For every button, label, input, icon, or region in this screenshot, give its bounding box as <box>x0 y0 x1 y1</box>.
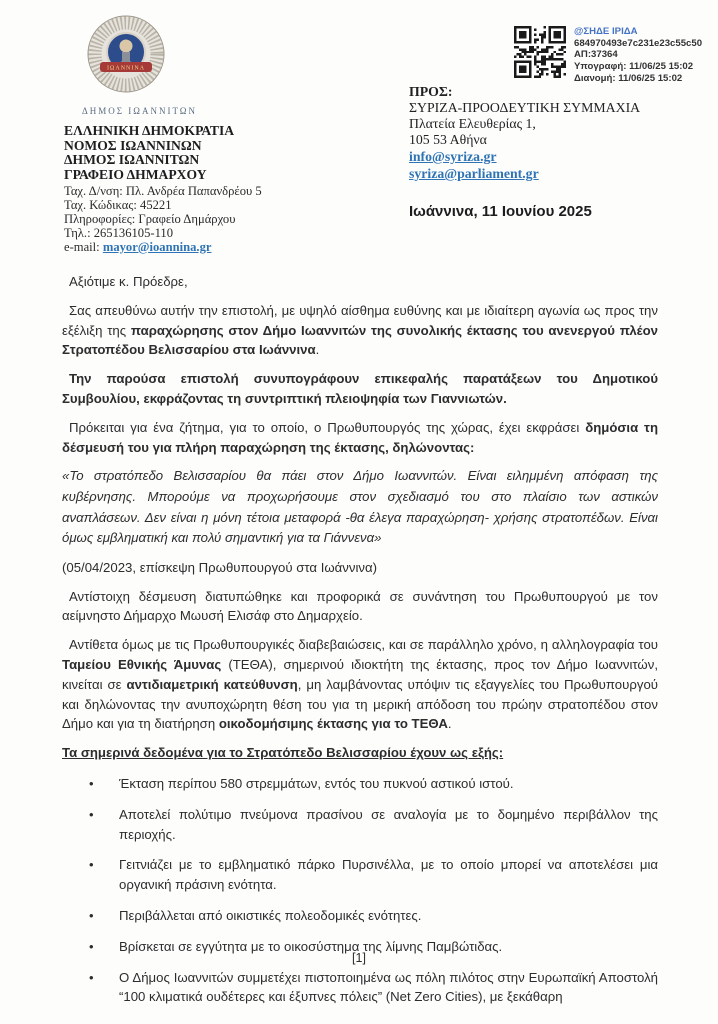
text-run: Περιβάλλεται από οικιστικές πολεοδομικές ενότητες. <box>119 907 422 923</box>
text-run: , μη λαμβάνοντας υπόψιν τις εξαγγελίες του Πρωθυπουργού και δηλώνοντας την ανυποχώρητη θέση του για τη μερική απόδοση του πρώην στρατοπέδου στον Δήμο και για τη διατήρηση <box>62 676 658 732</box>
recipient-address-line2: 105 53 Αθήνα <box>409 132 487 147</box>
qr-code-icon <box>514 26 566 78</box>
paragraph <box>62 466 658 548</box>
stamp-meta <box>574 26 702 85</box>
stamp-system-name: @ΣΗΔΕ ΙΡΙΔΑ <box>574 26 638 37</box>
text-run: Την παρούσα επιστολή συνυπογράφουν επικεφαλής παρατάξεων του Δημοτικού Συμβουλίου, εκφράζοντας τη συντριπτική πλειοψηφία των Γιαννιωτών. <box>62 371 658 406</box>
logo-caption: ΔΗΜΟΣ ΙΩΑΝΝΙΤΩΝ <box>82 106 197 116</box>
dateline: Ιωάννινα, 11 Ιουνίου 2025 <box>409 203 592 220</box>
text-run: παραχώρησης στον Δήμο Ιωαννιτών της συνολικής έκτασης του ανενεργού πλέον Στρατοπέδου Βελισσαρίου στα Ιωάννινα <box>62 322 658 358</box>
text-run: Ο Δήμος Ιωαννιτών συμμετέχει πιστοποιημένα ως πόλη πιλότος στην Ευρωπαϊκή Αποστολή “100 κλιματικά ουδέτερες και έξυπνες πόλεις” (Net Zero Cities), με ξεκάθαρη <box>119 969 658 1005</box>
text-run: Έκταση περίπου 580 στρεμμάτων, εντός του πυκνού αστικού ιστού. <box>119 775 514 791</box>
org-block <box>64 124 374 182</box>
bullet-marker-icon: • <box>89 969 94 985</box>
text-run: δημόσια τη δέσμευσή του για πλήρη παραχώρηση της έκτασης, δηλώνοντας: <box>62 419 659 455</box>
text-run: Γειτνιάζει με το εμβληματικό πάρκο Πυρσινέλλα, με το οποίο μπορεί να αποτελέσει μια οργανική πράσινη ενότητα. <box>119 857 658 893</box>
recipient-email2-link[interactable]: syriza@parliament.gr <box>409 166 539 181</box>
text-run: Πρόκειται για ένα ζήτημα, για το οποίο, ο Πρωθυπουργός της χώρας, έχει εκφράσει <box>69 419 586 435</box>
paragraph <box>62 272 658 292</box>
paragraph <box>62 587 658 627</box>
bullet-text <box>119 774 658 794</box>
bullet-text <box>119 855 658 895</box>
email-label: e-mail: <box>64 239 103 254</box>
mayor-email-link[interactable]: mayor@ioannina.gr <box>102 239 212 254</box>
bullet-item <box>62 906 658 926</box>
text-run: «Το στρατόπεδο Βελισσαρίου θα πάει στον Δήμο Ιωαννιτών. Είναι ειλημμένη απόφαση της κυβέρνησης. Μπορούμε να προχωρήσουμε στον σχεδιασμό του στο πλαίσιο των αστικών αναπλάσεων. Δεν είναι η μόνη τέτοια μεταφορά -θα έλεγα παραχώρηση- χρήσης στρατοπέδων. Είναι όμως εμβληματική και πολύ σημαντική για τα Γιάννενα» <box>62 468 658 546</box>
recipient-address-line1: Πλατεία Ελευθερίας 1, <box>409 116 536 131</box>
bullet-text <box>119 968 658 1008</box>
paragraph <box>62 558 658 578</box>
address-line: Ταχ. Δ/νση: Πλ. Ανδρέα Παπανδρέου 5 <box>64 184 262 199</box>
recipient-block <box>409 84 640 182</box>
paragraph <box>62 369 658 409</box>
org-line-prefecture: ΝΟΜΟΣ ΙΩΑΝΝΙΝΩΝ <box>64 137 202 153</box>
info-line: Πληροφορίες: Γραφείο Δημάρχου <box>64 211 236 226</box>
stamp-protocol-number: ΑΠ:37364 <box>574 49 618 61</box>
stamp-distribution-timestamp: Διανομή: 11/06/25 15:02 <box>574 72 683 84</box>
text-run: . <box>315 342 320 358</box>
postal-code-line: Ταχ. Κώδικας: 45221 <box>64 198 172 213</box>
bullet-item <box>62 968 658 1008</box>
text-run: Τα σημερινά δεδομένα για το Στρατόπεδο Βελισσαρίου έχουν ως εξής: <box>62 745 504 761</box>
text-run: (ΤΕΘΑ), σημερινού ιδιοκτήτη της έκτασης, προς τον Δήμο Ιωαννιτών, κινείται σε <box>62 656 658 692</box>
bullet-text <box>119 906 658 926</box>
text-run: οικοδομήσιμης έκτασης για το ΤΕΘΑ <box>218 716 448 732</box>
org-line-mayor-office: ΓΡΑΦΕΙΟ ΔΗΜΑΡΧΟΥ <box>64 166 207 182</box>
text-run: Ταμείου Εθνικής Άμυνας <box>62 656 222 672</box>
page-number: [1] <box>352 951 366 965</box>
recipient-email1-line <box>409 148 640 165</box>
bullet-marker-icon: • <box>89 907 94 923</box>
irida-signature-stamp <box>514 26 702 85</box>
recipient-email1-link[interactable]: info@syriza.gr <box>409 149 497 164</box>
municipality-emblem-logo <box>86 14 166 99</box>
paragraph <box>62 635 658 734</box>
text-run: αντιδιαμετρική κατεύθυνση <box>126 676 298 692</box>
phone-line: Τηλ.: 265136105-110 <box>64 225 174 240</box>
email-line <box>64 241 374 255</box>
bullet-item <box>62 805 658 845</box>
bullet-item <box>62 855 658 895</box>
emblem-icon <box>86 14 166 94</box>
text-run: Βρίσκεται σε εγγύτητα με το οικοσύστημα της λίμνης Παμβώτιδας. <box>119 938 503 954</box>
bullet-marker-icon: • <box>89 775 94 791</box>
stamp-signature-timestamp: Υπογραφή: 11/06/25 15:02 <box>574 61 694 73</box>
letter-body <box>62 272 658 1018</box>
bullet-item <box>62 774 658 794</box>
section-heading <box>62 743 658 763</box>
text-run: Αξιότιμε κ. Πρόεδρε, <box>69 274 188 289</box>
bullet-marker-icon: • <box>89 806 94 822</box>
bullet-marker-icon: • <box>89 938 94 954</box>
text-run: Αποτελεί πολύτιμο πνεύμονα πρασίνου σε αναλογία με το δομημένο περιβάλλον της περιοχής. <box>119 806 658 842</box>
bullet-marker-icon: • <box>89 857 94 873</box>
text-run: Αντίθετα όμως με τις Πρωθυπουργικές διαβεβαιώσεις, και σε παράλληλο χρόνο, η αλληλογραφία του <box>69 637 658 653</box>
recipient-label: ΠΡΟΣ: <box>409 84 453 99</box>
recipient-email2-line <box>409 165 640 182</box>
stamp-hash: 684970493e7c231e23c55c50 <box>574 37 703 49</box>
text-run: Αντίστοιχη δέσμευση διατυπώθηκε και προφορικά σε συνάντηση του Πρωθυπουργού με τον αείμνηστο Δήμαρχο Μωυσή Ελισάφ στο Δημαρχείο. <box>62 588 658 624</box>
svg-text:ΙΩΑΝΝΙΝΑ: ΙΩΑΝΝΙΝΑ <box>106 65 146 72</box>
text-run: Σας απευθύνω αυτήν την επιστολή, με υψηλό αίσθημα ευθύνης και με ιδιαίτερη αγωνία ως προς την εξέλιξη της <box>62 302 658 338</box>
org-line-republic: ΕΛΛΗΝΙΚΗ ΔΗΜΟΚΡΑΤΙΑ <box>64 123 235 138</box>
paragraph <box>62 301 658 360</box>
paragraph <box>62 418 658 458</box>
org-line-municipality: ΔΗΜΟΣ ΙΩΑΝΝΙΤΩΝ <box>64 152 200 168</box>
text-run: (05/04/2023, επίσκεψη Πρωθυπουργού στα Ιωάννινα) <box>62 559 378 575</box>
text-run: . <box>447 716 452 732</box>
bullet-text <box>119 805 658 845</box>
recipient-name: ΣΥΡΙΖΑ-ΠΡΟΟΔΕΥΤΙΚΗ ΣΥΜΜΑΧΙΑ <box>409 100 641 115</box>
letterhead <box>64 14 374 254</box>
